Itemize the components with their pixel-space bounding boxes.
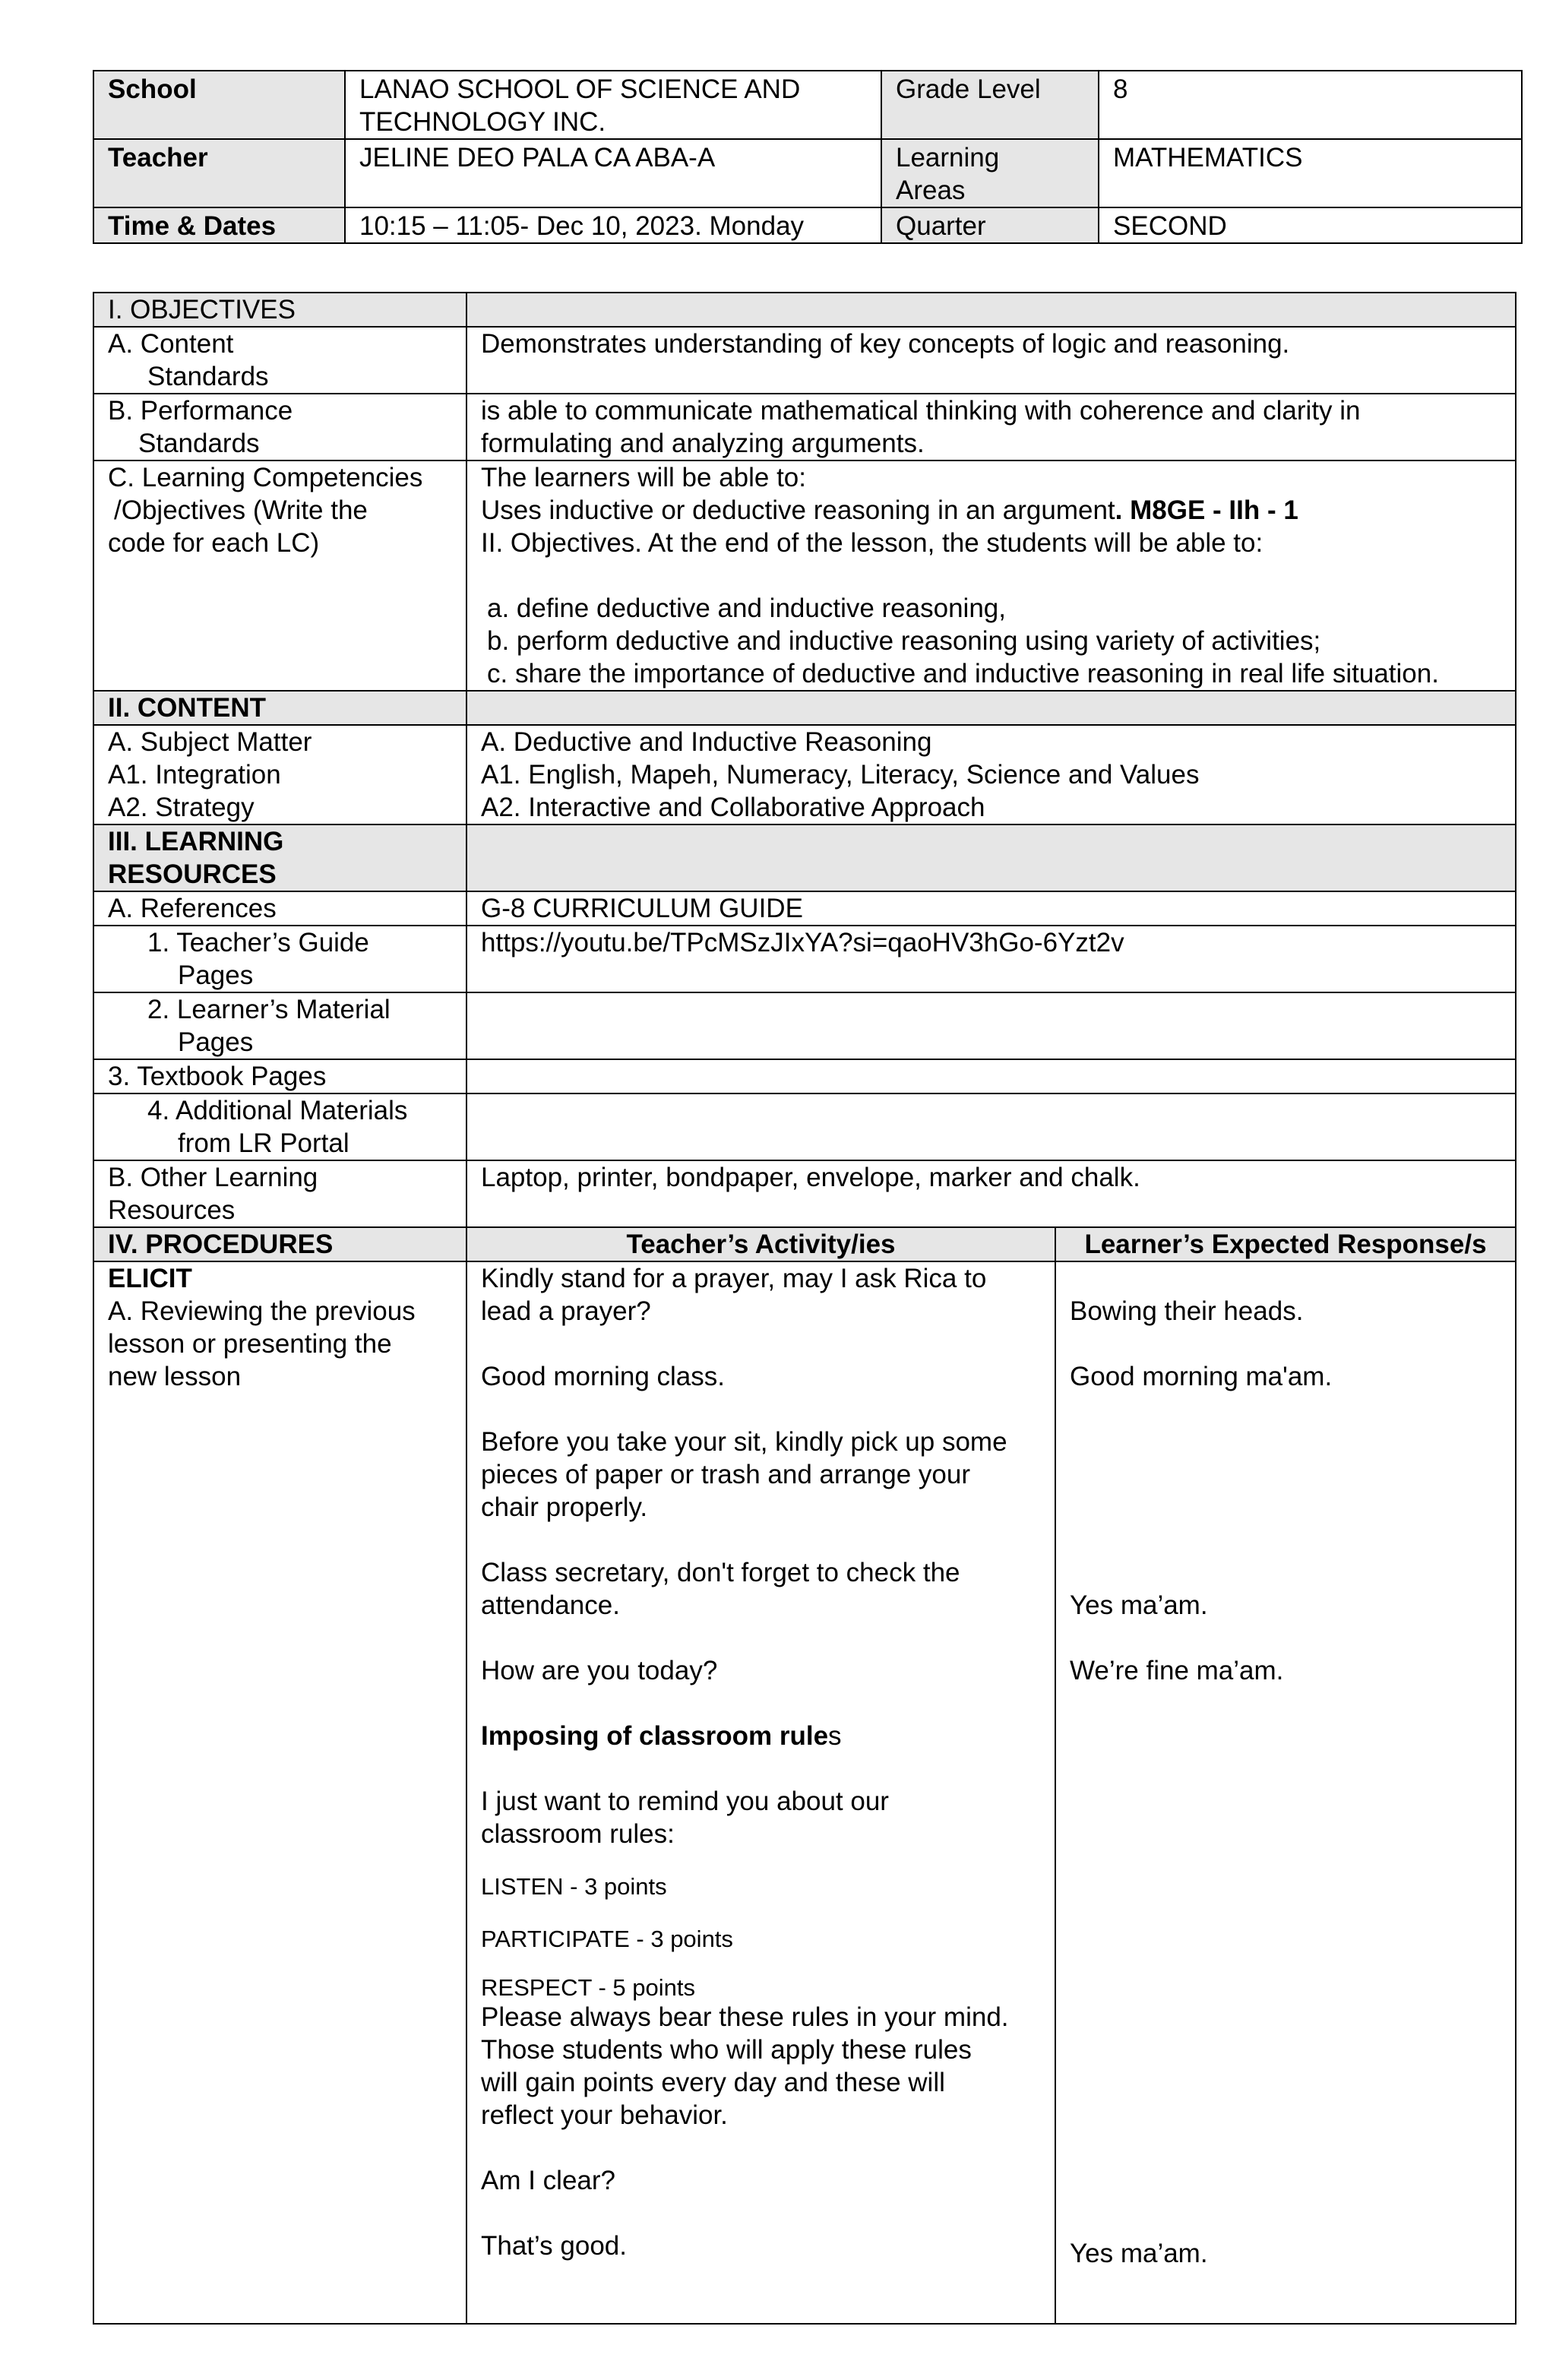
teacher-line-greeting: Good morning class. [481, 1362, 725, 1391]
procedures-heading-row [93, 1227, 1516, 1261]
rule-respect: RESPECT - 5 points [481, 1974, 695, 2001]
spacer [1070, 1393, 1501, 1589]
learning-competencies-label [93, 460, 466, 691]
school-value-line1: LANAO SCHOOL OF SCIENCE AND [359, 74, 801, 104]
lc-intro: The learners will be able to: [481, 463, 806, 492]
learner-response-greeting: Good morning ma'am. [1070, 1362, 1333, 1391]
learning-competencies-value [466, 460, 1516, 691]
content-standards-label [93, 327, 466, 394]
lc-objective-c: c. share the importance of deductive and inductive reasoning in real life situation. [487, 659, 1439, 688]
resources-heading-blank [466, 824, 1516, 891]
school-value [345, 71, 881, 139]
references-row [93, 891, 1516, 926]
teacher-value: JELINE DEO PALA CA ABA-A [345, 139, 881, 207]
content-heading: II. CONTENT [93, 691, 466, 725]
grade-level-value: 8 [1099, 71, 1522, 139]
learning-areas-value: MATHEMATICS [1099, 139, 1522, 207]
header-row-time [93, 207, 1522, 243]
content-standards-value: Demonstrates understanding of key concepts of logic and reasoning. [466, 327, 1516, 394]
additional-materials-label-line2: from LR Portal [178, 1128, 349, 1158]
procedures-heading: IV. PROCEDURES [93, 1227, 466, 1261]
teachers-guide-row [93, 926, 1516, 992]
performance-standards-value-line1: is able to communicate mathematical thinking with coherence and clarity in [481, 396, 1361, 426]
rules-title-bold: Imposing of classroom rule [481, 1721, 829, 1751]
performance-standards-value [466, 394, 1516, 460]
teacher-line-am-i-clear: Am I clear? [481, 2166, 615, 2195]
rule-participate: PARTICIPATE - 3 points [481, 1926, 733, 1952]
teachers-guide-link[interactable]: https://youtu.be/TPcMSzJIxYA?si=qaoHV3hGo-6Yzt2v [466, 926, 1516, 992]
other-resources-label [93, 1160, 466, 1227]
lc-competency [481, 494, 1501, 527]
teacher-line-trash-1: Before you take your sit, kindly pick up some [481, 1427, 1007, 1457]
objectives-heading-row [93, 293, 1516, 327]
teacher-line-bear-rules-2: Those students who will apply these rules [481, 2035, 972, 2065]
subject-matter-value [466, 725, 1516, 824]
teacher-line-trash-3: chair properly. [481, 1492, 648, 1522]
lc-objective-a: a. define deductive and inductive reasoning, [487, 593, 1006, 623]
subject-matter-label-line1: A. Subject Matter [108, 727, 312, 757]
spacer [481, 1850, 1041, 1870]
performance-standards-value-line2: formulating and analyzing arguments. [481, 429, 925, 458]
strategy-label: A2. Strategy [108, 793, 255, 822]
teacher-line-remind-1: I just want to remind you about our [481, 1787, 889, 1816]
teacher-line-prayer-1: Kindly stand for a prayer, may I ask Rica to [481, 1264, 987, 1293]
teacher-line-how-are-you: How are you today? [481, 1656, 718, 1685]
integration-value: A1. English, Mapeh, Numeracy, Literacy, Science and Values [481, 760, 1200, 790]
elicit-title: ELICIT [108, 1264, 192, 1293]
learners-material-label-line1: 2. Learner’s Material [147, 995, 391, 1024]
performance-standards-row [93, 394, 1516, 460]
grade-level-label: Grade Level [881, 71, 1099, 139]
elicit-label [93, 1261, 466, 2324]
header-table [93, 70, 1523, 244]
elicit-desc-line3: new lesson [108, 1362, 242, 1391]
learners-material-row [93, 992, 1516, 1059]
lc-spacer [481, 559, 1501, 592]
textbook-pages-value [466, 1059, 1516, 1093]
references-value: G-8 CURRICULUM GUIDE [466, 891, 1516, 926]
content-standards-label-line1: A. Content [108, 329, 234, 359]
subject-matter-label [93, 725, 466, 824]
learner-response-yes-2: Yes ma’am. [1070, 2239, 1208, 2268]
teacher-line-bear-rules-3: will gain points every day and these will [481, 2068, 945, 2097]
teachers-guide-label-line1: 1. Teacher’s Guide [147, 928, 369, 957]
lc-competency-code: . M8GE - IIh - 1 [1115, 495, 1298, 525]
time-dates-value: 10:15 – 11:05- Dec 10, 2023. Monday [345, 207, 881, 243]
textbook-pages-label: 3. Textbook Pages [93, 1059, 466, 1093]
textbook-pages-row [93, 1059, 1516, 1093]
learning-competencies-row [93, 460, 1516, 691]
references-label: A. References [93, 891, 466, 926]
teacher-line-bear-rules-1: Please always bear these rules in your mind. [481, 2002, 1009, 2032]
content-heading-row [93, 691, 1516, 725]
teachers-guide-label [93, 926, 466, 992]
additional-materials-label [93, 1093, 466, 1160]
spacer [1070, 1622, 1501, 1654]
school-label: School [93, 71, 345, 139]
learners-material-label-line2: Pages [178, 1027, 254, 1057]
spacer [481, 1903, 1041, 1923]
resources-heading [93, 824, 466, 891]
content-standards-label-line2: Standards [147, 362, 269, 391]
content-heading-blank [466, 691, 1516, 725]
objectives-heading: I. OBJECTIVES [93, 293, 466, 327]
rules-title-end: s [828, 1721, 842, 1751]
additional-materials-label-line1: 4. Additional Materials [147, 1096, 408, 1125]
strategy-value: A2. Interactive and Collaborative Approach [481, 793, 985, 822]
teacher-activity-column-header: Teacher’s Activity/ies [466, 1227, 1055, 1261]
rule-listen: LISTEN - 3 points [481, 1873, 667, 1900]
learning-areas-label [881, 139, 1099, 207]
other-resources-value: Laptop, printer, bondpaper, envelope, marker and chalk. [466, 1160, 1516, 1227]
integration-label: A1. Integration [108, 760, 281, 790]
additional-materials-row [93, 1093, 1516, 1160]
teacher-label: Teacher [93, 139, 345, 207]
learning-areas-label-line1: Learning [896, 143, 1000, 172]
spacer [481, 1955, 1041, 1975]
learner-response-yes-1: Yes ma’am. [1070, 1590, 1208, 1620]
spacer [481, 1328, 1041, 1360]
objectives-heading-blank [466, 293, 1516, 327]
elicit-desc-line1: A. Reviewing the previous [108, 1296, 416, 1326]
lc-objective-b: b. perform deductive and inductive reasoning using variety of activities; [487, 626, 1321, 656]
spacer [481, 2197, 1041, 2230]
subject-matter-row [93, 725, 1516, 824]
other-resources-label-line2: Resources [108, 1195, 236, 1225]
elicit-row [93, 1261, 1516, 2324]
spacer [481, 1687, 1041, 1720]
time-dates-label: Time & Dates [93, 207, 345, 243]
teacher-line-rules-title [481, 1720, 1041, 1752]
additional-materials-value [466, 1093, 1516, 1160]
resources-heading-row [93, 824, 1516, 891]
spacer [1070, 1328, 1501, 1360]
teacher-line-attendance-2: attendance. [481, 1590, 620, 1620]
performance-standards-label-line1: B. Performance [108, 396, 293, 426]
teachers-guide-label-line2: Pages [178, 961, 254, 990]
learning-competencies-label-line3: code for each LC) [108, 528, 320, 558]
spacer [1070, 1687, 1501, 2237]
lesson-plan-table [93, 292, 1516, 2325]
subject-matter-value-line1: A. Deductive and Inductive Reasoning [481, 727, 932, 757]
header-row-teacher [93, 139, 1522, 207]
learning-areas-label-line2: Areas [896, 176, 966, 205]
lc-objectives-intro: II. Objectives. At the end of the lesson, the students will be able to: [481, 528, 1263, 558]
learner-response-fine: We’re fine ma’am. [1070, 1656, 1284, 1685]
teacher-line-attendance-1: Class secretary, don't forget to check the [481, 1558, 960, 1587]
spacer [481, 2132, 1041, 2164]
spacer [481, 1524, 1041, 1556]
lc-competency-text: Uses inductive or deductive reasoning in an argument [481, 495, 1115, 525]
learning-competencies-label-line2: /Objectives (Write the [114, 495, 368, 525]
header-row-school [93, 71, 1522, 139]
quarter-value: SECOND [1099, 207, 1522, 243]
quarter-label: Quarter [881, 207, 1099, 243]
learners-material-label [93, 992, 466, 1059]
teacher-line-thats-good: That’s good. [481, 2231, 627, 2261]
spacer [481, 1752, 1041, 1785]
spacer [481, 1622, 1041, 1654]
school-value-line2: TECHNOLOGY INC. [359, 107, 606, 137]
performance-standards-label-line2: Standards [138, 429, 260, 458]
resources-heading-line1: III. LEARNING [108, 827, 284, 856]
learning-competencies-label-line1: C. Learning Competencies [108, 463, 423, 492]
learner-response-cell [1055, 1261, 1516, 2324]
performance-standards-label [93, 394, 466, 460]
teacher-line-remind-2: classroom rules: [481, 1819, 675, 1849]
learner-response-column-header: Learner’s Expected Response/s [1055, 1227, 1516, 1261]
teacher-line-prayer-2: lead a prayer? [481, 1296, 651, 1326]
spacer [1070, 1262, 1501, 1295]
teacher-activity-cell [466, 1261, 1055, 2324]
teacher-line-trash-2: pieces of paper or trash and arrange your [481, 1460, 970, 1489]
spacer [481, 1393, 1041, 1426]
content-standards-row [93, 327, 1516, 394]
learner-response-bowing: Bowing their heads. [1070, 1296, 1304, 1326]
resources-heading-line2: RESOURCES [108, 859, 277, 889]
teacher-line-bear-rules-4: reflect your behavior. [481, 2100, 728, 2130]
other-resources-label-line1: B. Other Learning [108, 1163, 318, 1192]
learners-material-value [466, 992, 1516, 1059]
elicit-desc-line2: lesson or presenting the [108, 1329, 392, 1359]
other-resources-row [93, 1160, 1516, 1227]
